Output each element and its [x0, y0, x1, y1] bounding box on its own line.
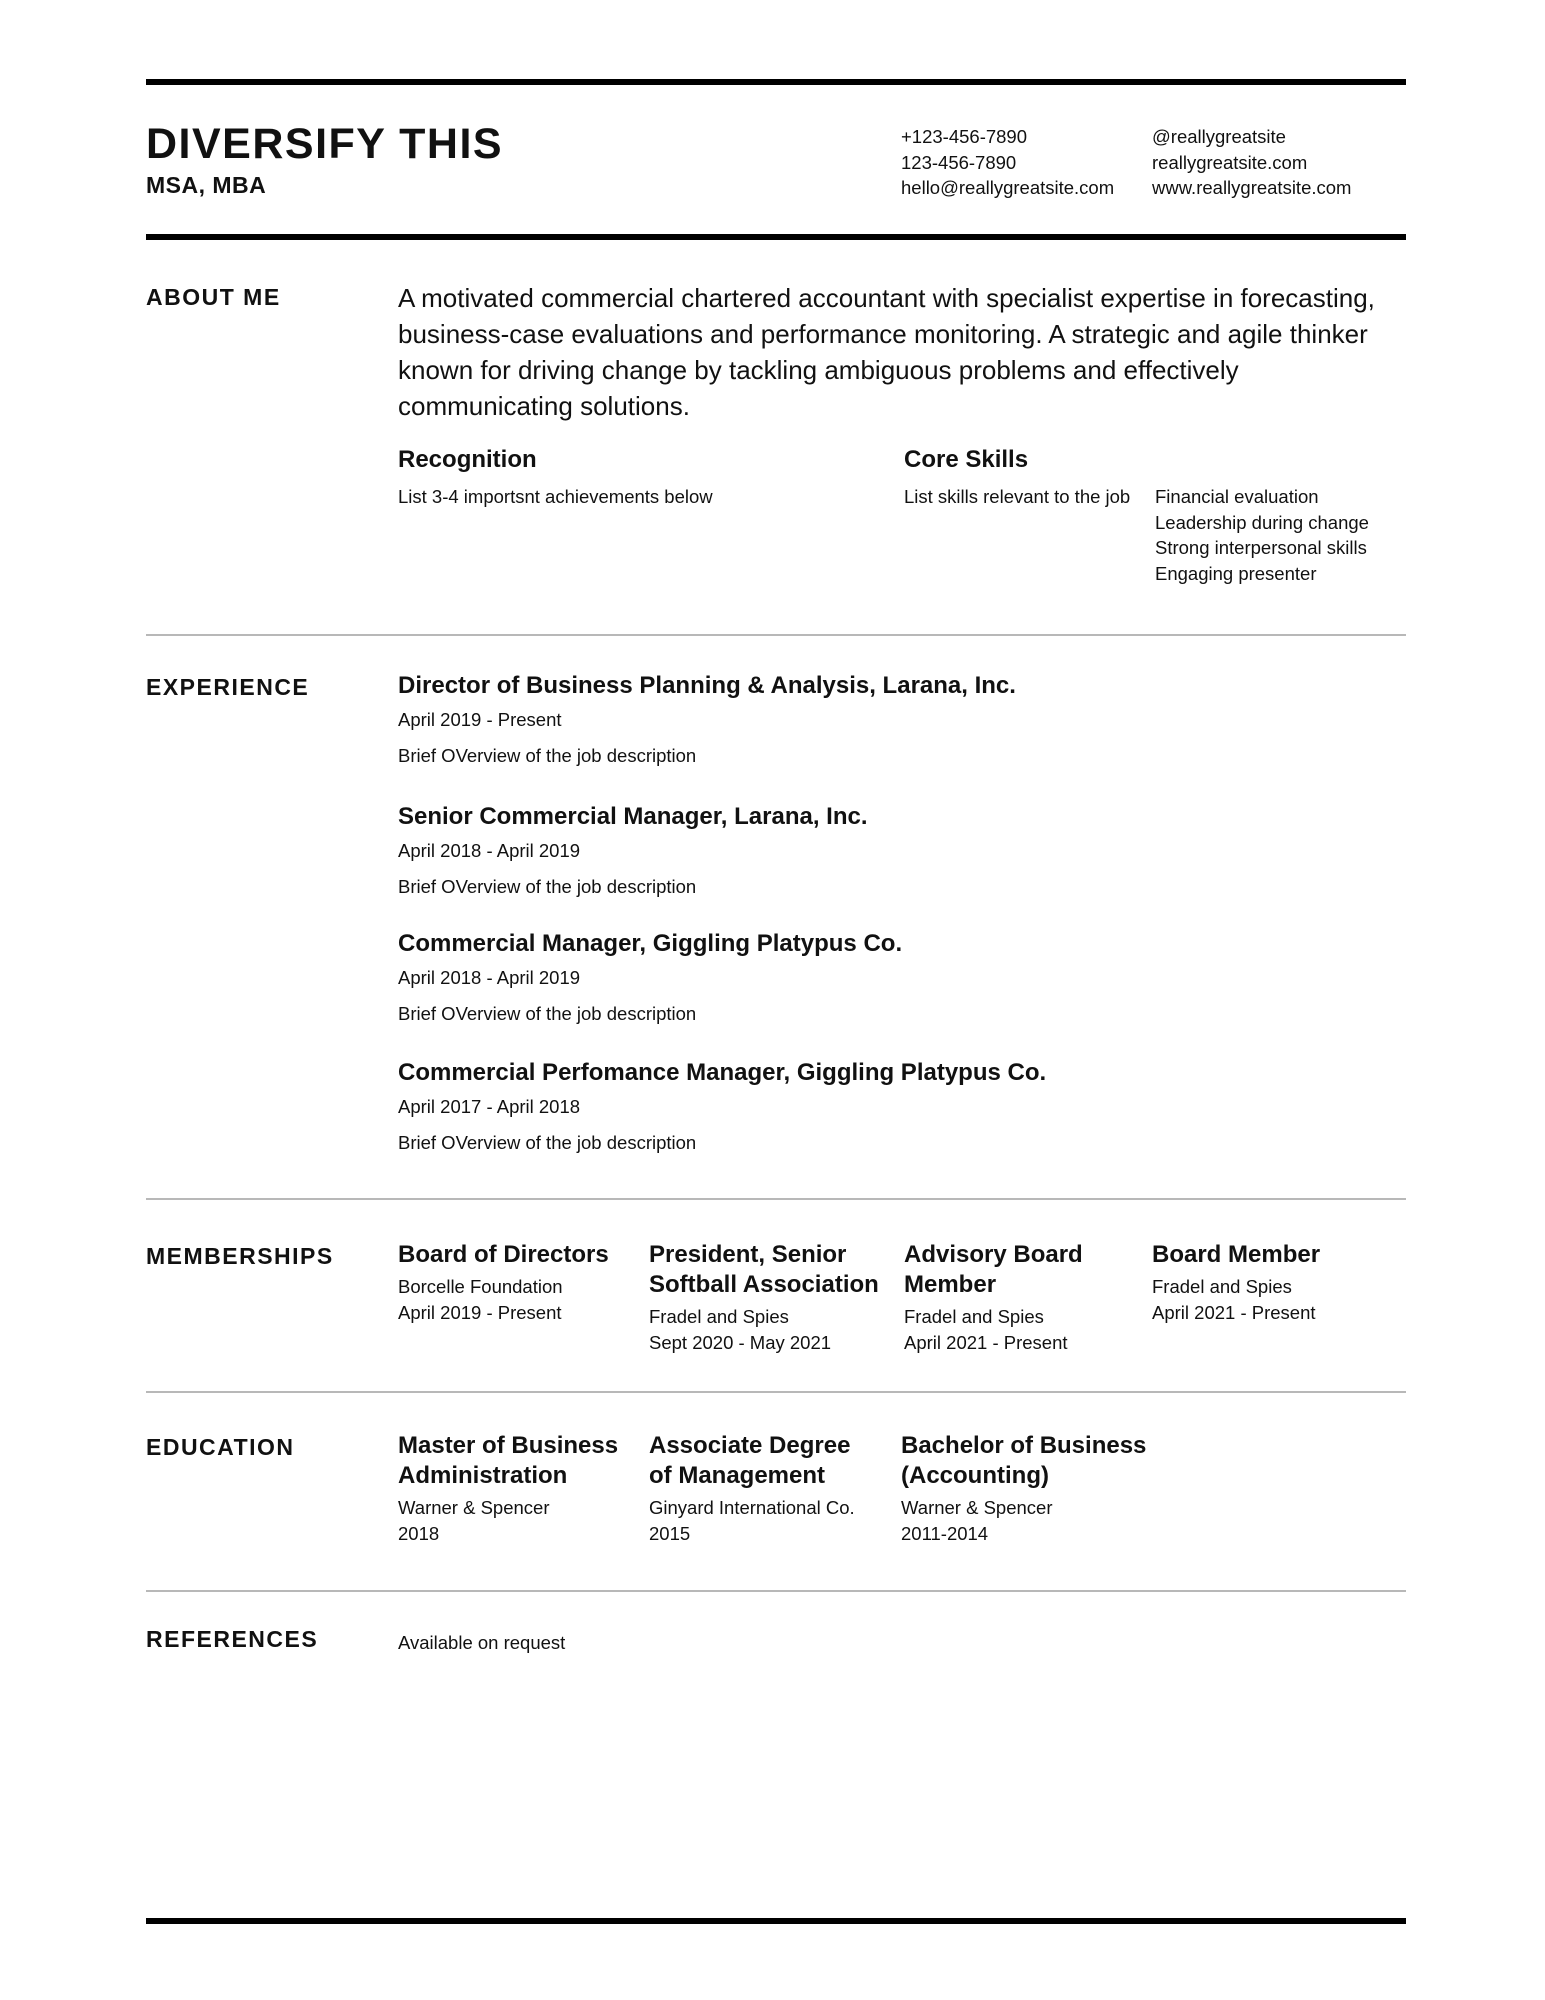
job-title: Senior Commercial Manager, Larana, Inc.: [398, 803, 868, 830]
job-dates: April 2019 - Present: [398, 709, 562, 730]
contact-phone-2: 123-456-7890: [901, 151, 1017, 173]
job-description: Brief OVerview of the job description: [398, 1003, 697, 1024]
membership-org: Borcelle Foundation: [398, 1276, 563, 1297]
contact-phone-1: +123-456-7890: [901, 126, 1028, 147]
membership-item: [398, 1240, 633, 1325]
skill-item: Strong interpersonal skills: [1155, 537, 1367, 558]
contact-social-handle: @reallygreatsite: [1152, 126, 1286, 147]
core-skills-title: Core Skills: [904, 446, 1029, 473]
references-heading: REFERENCES: [146, 1626, 319, 1652]
job-dates: April 2017 - April 2018: [398, 1096, 581, 1117]
core-skills-text: List skills relevant to the job: [904, 486, 1131, 507]
job-title: Director of Business Planning & Analysis, Larana, Inc.: [398, 672, 1016, 699]
membership-dates: Sept 2020 - May 2021: [649, 1331, 832, 1353]
section-divider: [146, 634, 1406, 636]
membership-item: [1152, 1240, 1392, 1325]
skill-item: Leadership during change: [1155, 511, 1369, 533]
education-heading: EDUCATION: [146, 1434, 295, 1460]
degree-title: Master of Business Administration: [398, 1432, 619, 1489]
graduation-year: 2011-2014: [901, 1522, 989, 1544]
membership-item: [904, 1240, 1114, 1355]
job-title: Commercial Manager, Giggling Platypus Co.: [398, 930, 903, 957]
degree-title: Associate Degree of Management: [649, 1432, 851, 1489]
school-name: Ginyard International Co.: [649, 1497, 855, 1518]
core-skills-list: [1155, 484, 1369, 586]
references-text: Available on request: [398, 1632, 566, 1653]
recognition-title: Recognition: [398, 446, 537, 473]
education-item: [398, 1431, 633, 1546]
membership-title: Advisory Board Member: [904, 1241, 1083, 1298]
membership-org: Fradel and Spies: [1152, 1276, 1292, 1297]
degree-title: Bachelor of Business (Accounting): [901, 1432, 1147, 1489]
membership-dates: April 2021 - Present: [904, 1331, 1068, 1353]
about-heading: ABOUT ME: [146, 284, 281, 310]
job-title: Commercial Perfomance Manager, Giggling Platypus Co.: [398, 1059, 1047, 1086]
membership-dates: April 2019 - Present: [398, 1301, 562, 1323]
job-description: Brief OVerview of the job description: [398, 876, 697, 897]
membership-item: [649, 1240, 894, 1355]
membership-title: Board of Directors: [398, 1241, 609, 1268]
section-divider: [146, 1198, 1406, 1200]
contact-website[interactable]: www.reallygreatsite.com: [1152, 177, 1352, 198]
graduation-year: 2015: [649, 1522, 691, 1544]
education-item: [901, 1431, 1161, 1546]
school-name: Warner & Spencer: [901, 1497, 1053, 1518]
section-divider: [146, 1590, 1406, 1592]
membership-title: President, Senior Softball Association: [649, 1241, 879, 1298]
membership-dates: April 2021 - Present: [1152, 1301, 1316, 1323]
graduation-year: 2018: [398, 1522, 440, 1544]
school-name: Warner & Spencer: [398, 1497, 550, 1518]
membership-title: Board Member: [1152, 1241, 1321, 1268]
experience-heading: EXPERIENCE: [146, 674, 310, 700]
about-text: A motivated commercial chartered accountant with specialist expertise in forecasting, business-case evaluations and performance monitoring. A strategic and agile thinker known for driving change by tackling ambiguous problems and effectively communicating solutions.: [398, 283, 1375, 421]
memberships-heading: MEMBERSHIPS: [146, 1243, 334, 1269]
membership-org: Fradel and Spies: [904, 1306, 1044, 1327]
credentials: MSA, MBA: [146, 172, 267, 198]
contact-email[interactable]: hello@reallygreatsite.com: [901, 177, 1115, 198]
job-description: Brief OVerview of the job description: [398, 1132, 697, 1153]
job-description: Brief OVerview of the job description: [398, 745, 697, 766]
person-name: DIVERSIFY THIS: [146, 120, 504, 168]
skill-item: Engaging presenter: [1155, 562, 1317, 584]
job-dates: April 2018 - April 2019: [398, 967, 581, 988]
contact-website-short[interactable]: reallygreatsite.com: [1152, 151, 1308, 173]
contact-phones-email: [901, 124, 1114, 201]
recognition-text: List 3-4 importsnt achievements below: [398, 486, 713, 507]
education-item: [649, 1431, 874, 1546]
top-divider: [146, 79, 1406, 85]
membership-org: Fradel and Spies: [649, 1306, 789, 1327]
contact-web: [1152, 124, 1351, 201]
job-dates: April 2018 - April 2019: [398, 840, 581, 861]
bottom-divider: [146, 1918, 1406, 1924]
header-divider: [146, 234, 1406, 240]
skill-item: Financial evaluation: [1155, 486, 1319, 507]
section-divider: [146, 1391, 1406, 1393]
